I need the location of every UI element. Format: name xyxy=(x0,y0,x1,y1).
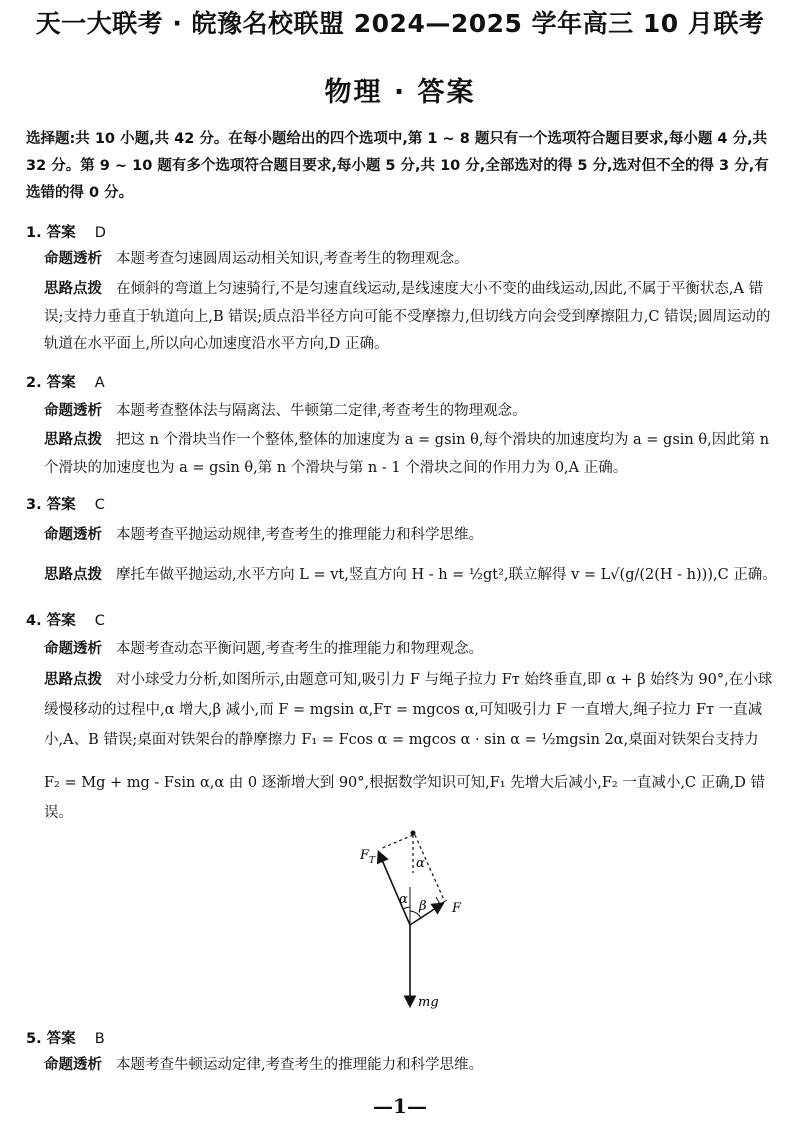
question-number: 1. xyxy=(26,225,42,241)
question-3-solution xyxy=(44,562,782,590)
tension-arrow xyxy=(379,853,410,925)
question-4-header xyxy=(26,609,105,630)
solution-text: 在倾斜的弯道上匀速骑行,不是匀速直线运动,是线速度大小不变的曲线运动,因此,不属于平衡状态,A 错误;支持力垂直于轨道向上,B 错误;质点沿半径方向可能不受摩擦力,但切线方向会受到摩擦阻力,C 错误;圆周运动的轨道在水平面上,所以向心加速度沿水平方向,D 正确。 xyxy=(44,281,771,352)
analysis-text: 本题考查匀速圆周运动相关知识,考查考生的物理观念。 xyxy=(116,251,469,267)
answer-value: D xyxy=(94,225,106,241)
tension-label: $F_T$ xyxy=(360,848,376,866)
answer-label: 答案 xyxy=(46,1031,76,1047)
analysis-text: 本题考查整体法与隔离法、牛顿第二定律,考查考生的物理观念。 xyxy=(116,403,527,419)
question-4-solution-cont xyxy=(44,768,784,828)
analysis-text: 本题考查平抛运动规律,考查考生的推理能力和科学思维。 xyxy=(116,527,484,543)
beta-label: β xyxy=(419,899,427,914)
question-2-solution xyxy=(44,427,782,482)
page-subtitle: 物理 · 答案 xyxy=(324,77,476,108)
question-number: 3. xyxy=(26,497,42,513)
analysis-label: 命题透析 xyxy=(44,527,102,543)
answer-value: A xyxy=(94,375,105,391)
analysis-label: 命题透析 xyxy=(44,641,102,657)
solution-text: 摩托车做平抛运动,水平方向 L = vt,竖直方向 H - h = ½gt²,联立解得 v = L√(g/(2(H - h))),C 正确。 xyxy=(116,567,777,583)
page-number: —1— xyxy=(373,1094,427,1118)
answer-label: 答案 xyxy=(46,613,76,629)
answer-value: C xyxy=(94,613,105,629)
analysis-label: 命题透析 xyxy=(44,251,102,267)
right-angle-mark xyxy=(436,897,447,904)
question-number: 4. xyxy=(26,613,42,629)
alpha-arc xyxy=(403,907,410,909)
question-3-analysis xyxy=(44,522,782,550)
question-2-analysis xyxy=(44,398,782,426)
solution-text-cont: F₂ = Mg + mg - Fsin α,α 由 0 逐渐增大到 90°,根据数学知识可知,F₁ 先增大后减小,F₂ 一直减小,C 正确,D 错误。 xyxy=(44,775,765,821)
question-1-analysis xyxy=(44,246,782,274)
solution-text: 把这 n 个滑块当作一个整体,整体的加速度为 a = gsin θ,每个滑块的加速度均为 a = gsin θ,因此第 n 个滑块的加速度也为 a = gsin θ,第 n 个滑块与第 n - 1 个滑块之间的作用力为 0,A 正确。 xyxy=(44,432,770,476)
question-number: 2. xyxy=(26,375,42,391)
dashed-left-line xyxy=(380,835,413,849)
question-3-header xyxy=(26,493,105,514)
gravity-label: mg xyxy=(418,995,439,1010)
question-4-analysis xyxy=(44,636,782,664)
answer-label: 答案 xyxy=(46,225,76,241)
solution-label: 思路点拨 xyxy=(44,672,102,688)
answer-value: B xyxy=(94,1031,105,1047)
analysis-text: 本题考查动态平衡问题,考查考生的推理能力和物理观念。 xyxy=(116,641,484,657)
analysis-label: 命题透析 xyxy=(44,1057,102,1073)
solution-label: 思路点拨 xyxy=(44,567,102,583)
question-2-header xyxy=(26,371,105,392)
answer-label: 答案 xyxy=(46,497,76,513)
force-diagram xyxy=(340,825,490,1015)
alpha-label: α xyxy=(399,892,408,907)
question-1-solution xyxy=(44,276,782,359)
force-f-label: F xyxy=(452,901,462,916)
question-4-solution xyxy=(44,665,782,755)
analysis-label: 命题透析 xyxy=(44,403,102,419)
alpha-label-top: α xyxy=(416,856,425,871)
answer-value: C xyxy=(94,497,105,513)
exam-title: 天一大联考 · 皖豫名校联盟 2024—2025 学年高三 10 月联考 xyxy=(35,9,765,38)
answer-label: 答案 xyxy=(46,375,76,391)
analysis-text: 本题考查牛顿运动定律,考查考生的推理能力和科学思维。 xyxy=(116,1057,484,1073)
solution-text: 对小球受力分析,如图所示,由题意可知,吸引力 F 与绳子拉力 Fᴛ 始终垂直,即 α + β 始终为 90°,在小球缓慢移动的过程中,α 增大,β 减小,而 F = mgsin α,Fᴛ = mgcos α,可知吸引力 F 一直增大,绳子拉力 Fᴛ 一直减小,A、B 错误;桌面对铁架台的静摩擦力 F₁ = Fcos α = mgcos α · sin α = ½mgsin 2α,桌面对铁架台支持力 xyxy=(44,672,773,748)
solution-label: 思路点拨 xyxy=(44,432,102,448)
solution-label: 思路点拨 xyxy=(44,281,102,297)
suspension-point xyxy=(411,831,416,836)
question-number: 5. xyxy=(26,1031,42,1047)
question-5-header xyxy=(26,1027,105,1048)
question-5-analysis xyxy=(44,1052,782,1080)
instructions: 选择题:共 10 小题,共 42 分。在每小题给出的四个选项中,第 1 ~ 8 题只有一个选项符合题目要求,每小题 4 分,共 32 分。第 9 ~ 10 题有多个选项符合题目要求,每小题 5 分,共 10 分,全部选对的得 5 分,选对但不全的得 3 分,有选错的得 0 分。 xyxy=(26,131,769,201)
question-1-header xyxy=(26,221,106,242)
